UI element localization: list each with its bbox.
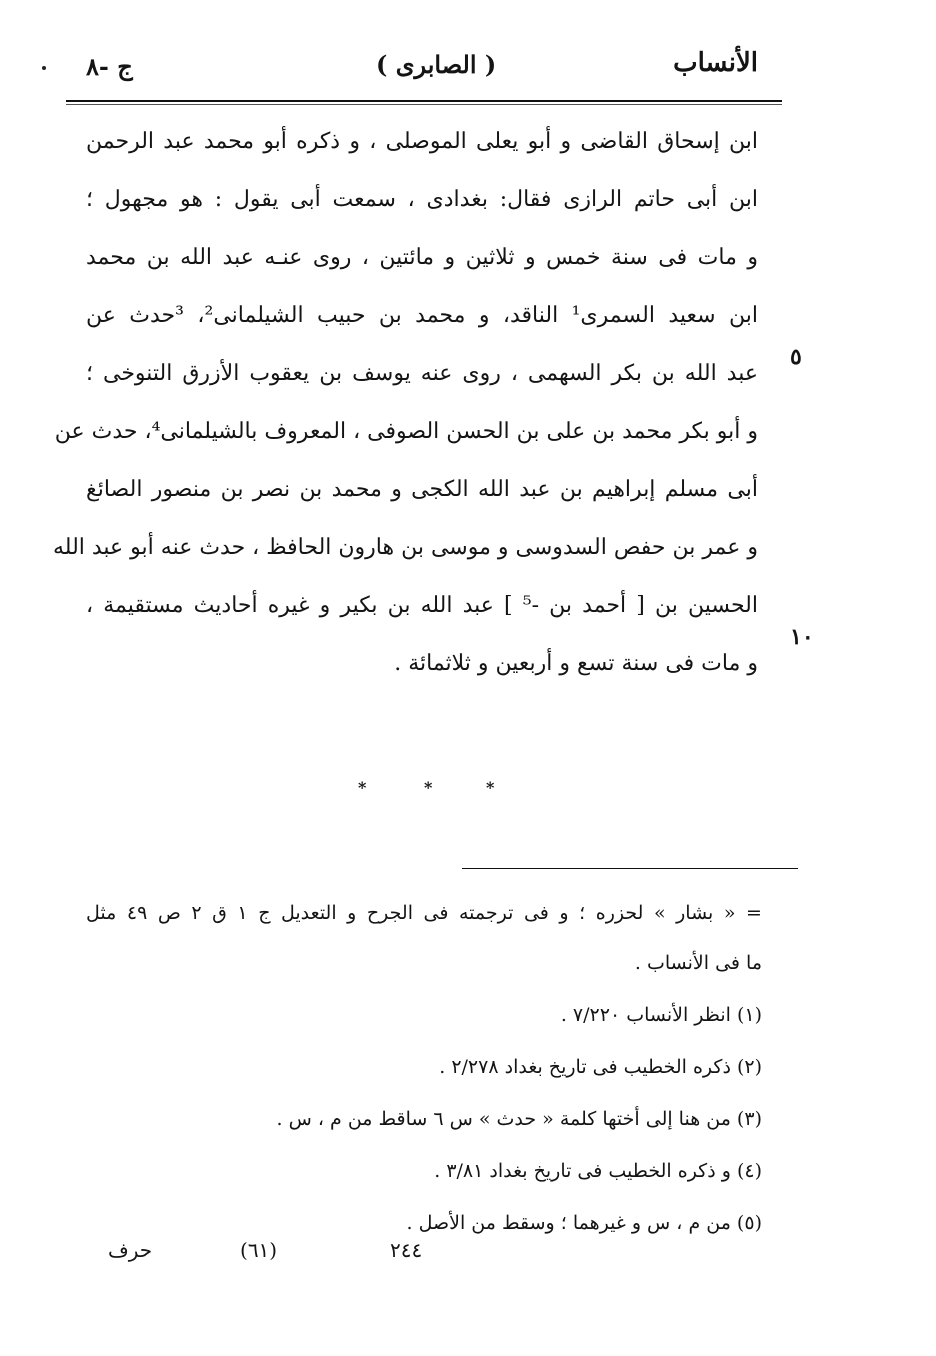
section-divider: [340, 778, 540, 798]
footnote-2: (٢) ذكره الخطيب فى تاريخ بغداد ٢/٢٧٨ .: [439, 1056, 762, 1078]
line-number-5: ٥: [790, 344, 802, 370]
volume-label: ج ‍-٨: [86, 52, 133, 81]
footnote-5: (٥) من م ، س و غيرهما ؛ وسقط من الأصل .: [406, 1212, 762, 1234]
footnote-separator: [462, 868, 798, 869]
footnote-4: (٤) و ذكره الخطيب فى تاريخ بغداد ٣/٨١ .: [434, 1160, 762, 1182]
running-title: الأنساب: [673, 48, 758, 78]
text-line: و مات فى سنة تسع و أربعين و ثلاثمائة .: [394, 651, 758, 676]
divider-star: *: [486, 778, 495, 797]
footnote-continuation: = « بشار » لحزره ؛ و فى ترجمته فى الجرح و التعديل ج ١ ق ٢ ص ٤٩ مثل: [86, 902, 762, 924]
text-line: ابن سعيد السمرى¹ الناقد، و محمد بن حبيب الشيلمانى²، ³حدث عن: [86, 303, 758, 328]
main-text: [52, 122, 758, 702]
page-header: [86, 48, 758, 92]
text-line: عبد الله بن بكر السهمى ، روى عنه يوسف بن يعقوب الأزرق التنوخى ؛: [86, 361, 758, 386]
folio-number: (٦١): [240, 1238, 278, 1262]
header-rule: [66, 100, 782, 102]
text-line: و عمر بن حفص السدوسى و موسى بن هارون الحافظ ، حدث عنه أبو عبد الله: [52, 535, 758, 560]
page-number: ٢٤٤: [390, 1238, 423, 1262]
footnote-continuation: ما فى الأنساب .: [634, 952, 762, 974]
divider-star: *: [424, 778, 433, 797]
margin-dot: [42, 66, 46, 70]
section-title: ( الصابرى ): [376, 50, 497, 79]
footnotes: [86, 896, 762, 1258]
text-line: أبى مسلم إبراهيم بن عبد الله الكجى و محمد بن نصر بن منصور الصائغ: [86, 477, 758, 502]
text-line: و مات فى سنة خمس و ثلاثين و مائتين ، روى عنـه عبد الله بن محمد: [86, 245, 758, 270]
signature-mark: حرف: [108, 1238, 153, 1262]
header-rule-thin: [66, 104, 782, 105]
text-line: الحسين بن [ أحمد بن -⁵ ] عبد الله بن بكير و غيره أحاديث مستقيمة ،: [86, 593, 758, 618]
footnote-1: (١) انظر الأنساب ٧/٢٢٠ .: [560, 1004, 762, 1026]
page-footer: [100, 1238, 460, 1272]
divider-star: *: [358, 778, 367, 797]
text-line: ابن أبى حاتم الرازى فقال: بغدادى ، سمعت أبى يقول : هو مجهول ؛: [86, 187, 758, 212]
text-line: و أبو بكر محمد بن على بن الحسن الصوفى ، المعروف بالشيلمانى⁴، حدث عن: [54, 419, 758, 444]
text-line: ابن إسحاق القاضى و أبو يعلى الموصلى ، و ذكره أبو محمد عبد الرحمن: [86, 129, 758, 154]
footnote-3: (٣) من هنا إلى أختها كلمة « حدث » س ٦ ساقط من م ، س .: [276, 1108, 762, 1130]
line-number-10: ١٠: [790, 624, 814, 650]
